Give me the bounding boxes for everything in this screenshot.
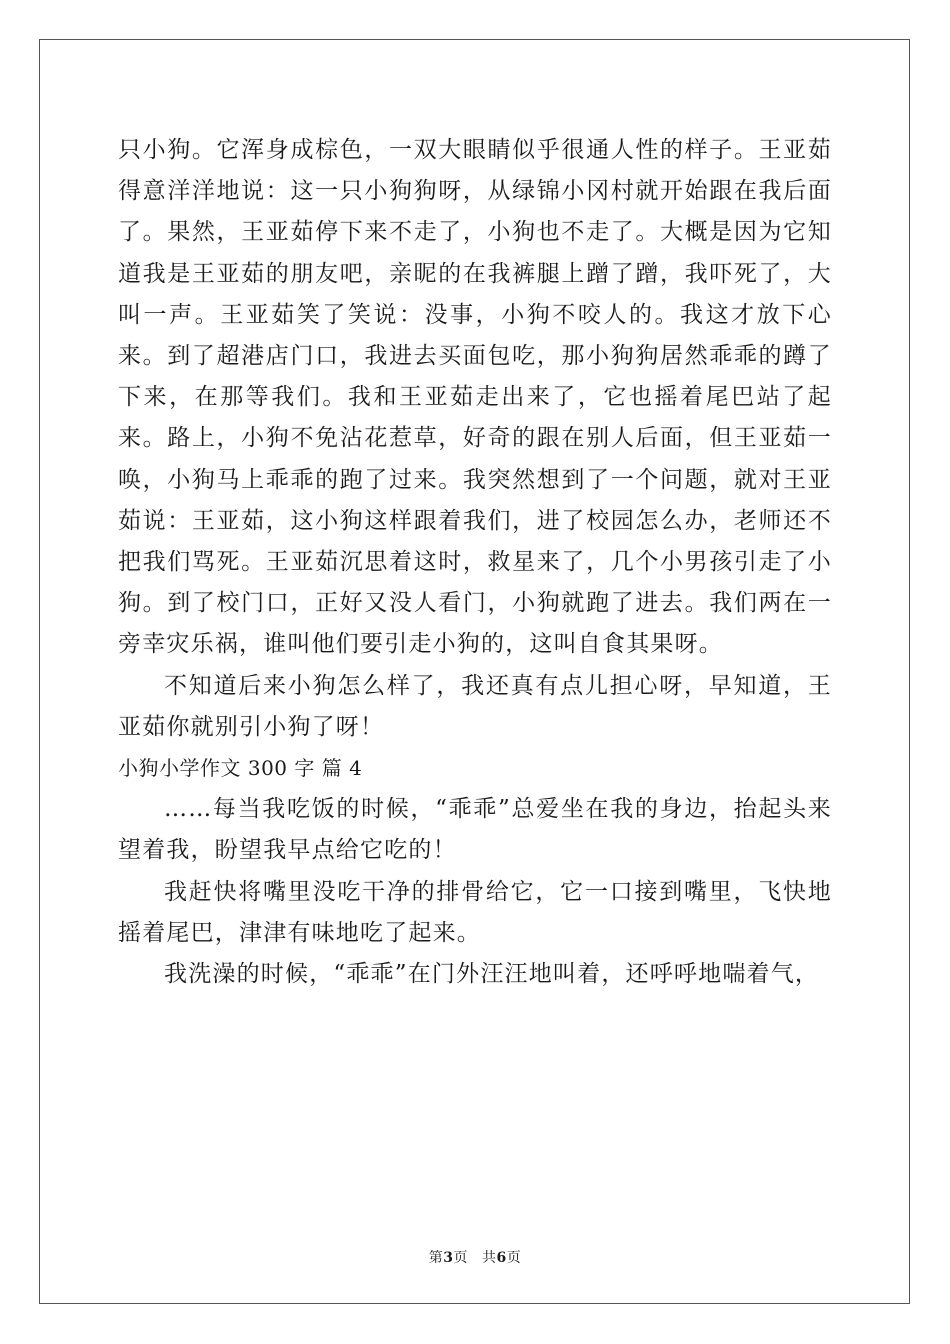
paragraph-3: ……每当我吃饭的时候，“乖乖”总爱坐在我的身边，抬起头来望着我，盼望我早点给它吃的！: [118, 796, 832, 864]
page-footer: [0, 1247, 950, 1267]
footer-prefix: 第: [428, 1250, 444, 1266]
total-page-count: 6: [496, 1250, 507, 1266]
paragraph-4: 我赶快将嘴里没吃干净的排骨给它，它一口接到嘴里，飞快地摇着尾巴，津津有味地吃了起来。: [118, 878, 832, 946]
paragraph-2: 不知道后来小狗怎么样了，我还真有点儿担心呀，早知道，王亚茹你就别引小狗了呀！: [118, 672, 832, 740]
current-page-number: 3: [443, 1250, 454, 1266]
footer-page-suffix: 页: [453, 1250, 468, 1266]
document-body: [118, 130, 832, 995]
paragraph-5: 我洗澡的时候，“乖乖”在门外汪汪地叫着，还呼呼地喘着气，: [164, 961, 820, 988]
paragraph-1: 只小狗。它浑身成棕色，一双大眼睛似乎很通人性的样子。王亚茹得意洋洋地说：这一只小狗狗呀，从绿锦小冈村就开始跟在我后面了。果然，王亚茹停下来不走了，小狗也不走了。大概是因为它知道我是王亚茹的朋友吧，亲昵的在我裤腿上蹭了蹭，我吓死了，大叫一声。王亚茹笑了笑说：没事，小狗不咬人的。我这才放下心来。到了超港店门口，我进去买面包吃，那小狗狗居然乖乖的蹲了下来，在那等我们。我和王亚茹走出来了，它也摇着尾巴站了起来。路上，小狗不免沾花惹草，好奇的跟在别人后面，但王亚茹一唤，小狗马上乖乖的跑了过来。我突然想到了一个问题，就对王亚茹说：王亚茹，这小狗这样跟着我们，进了校园怎么办，老师还不把我们骂死。王亚茹沉思着这时，救星来了，几个小男孩引走了小狗。到了校门口，正好又没人看门，小狗就跑了进去。我们两在一旁幸灾乐祸，谁叫他们要引走小狗的，这叫自食其果呀。: [118, 137, 832, 658]
footer-total-suffix: 页: [506, 1250, 522, 1266]
section-heading: 小狗小学作文 300 字 篇 4: [118, 756, 363, 781]
footer-total-prefix: 共: [482, 1250, 497, 1266]
